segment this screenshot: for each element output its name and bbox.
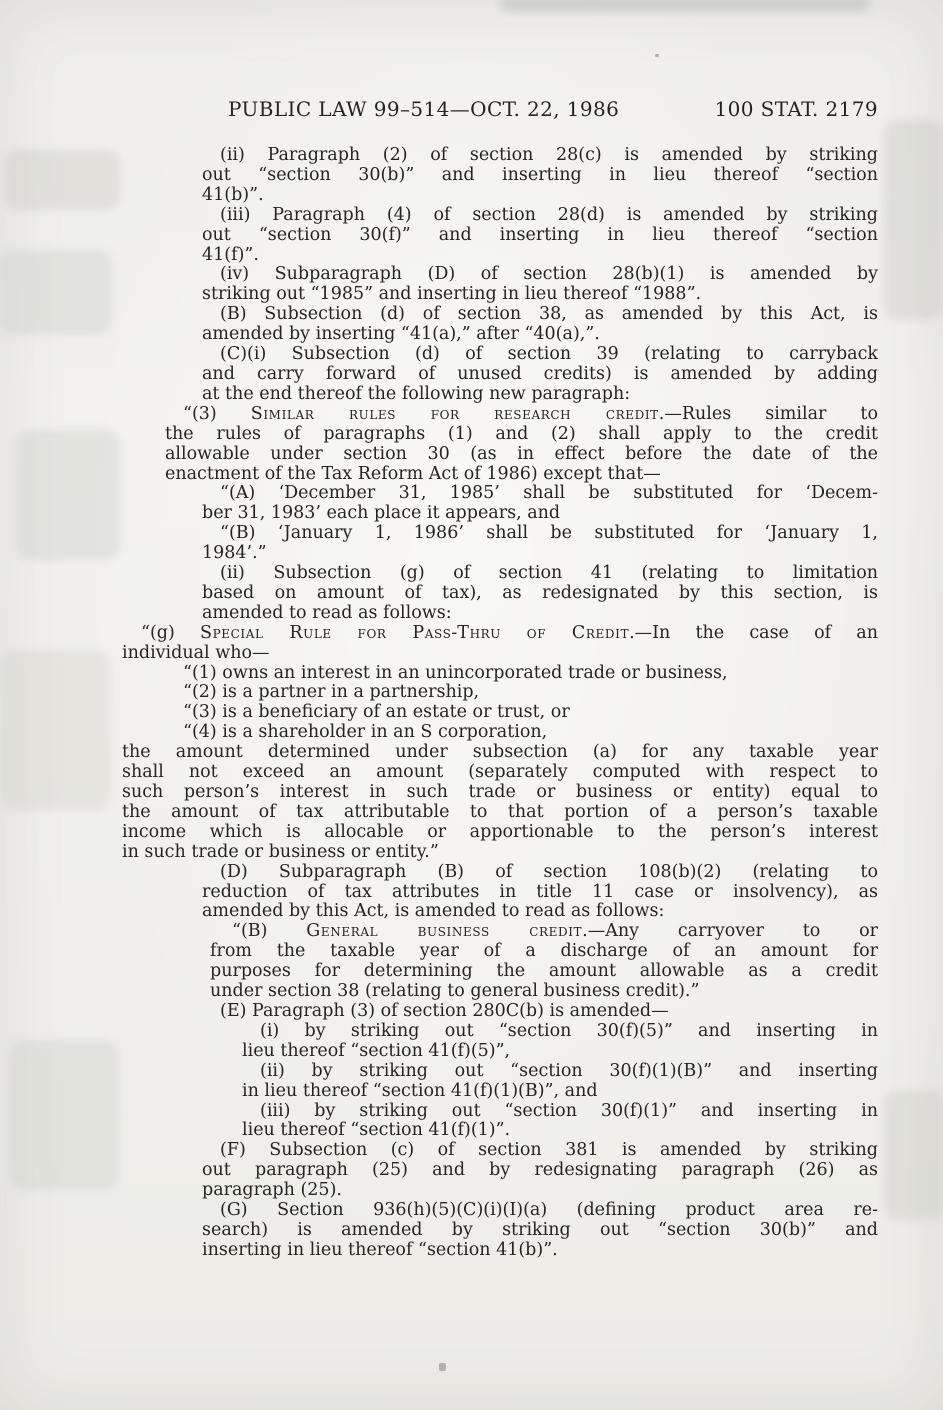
text-segment: (ii) by striking out “section 30(f)(1)(B)” and inserting xyxy=(260,1060,878,1081)
paragraph xyxy=(202,863,878,923)
paragraph xyxy=(165,405,878,485)
text-segment: enactment of the Tax Reform Act of 1986) except that— xyxy=(165,463,661,484)
text-segment: “(3) xyxy=(183,403,251,424)
text-line xyxy=(202,325,878,345)
paragraph xyxy=(202,1201,878,1261)
text-segment: inserting in lieu thereof “section 41(b)”. xyxy=(202,1239,558,1260)
text-segment: in lieu thereof “section 41(f)(1)(B)”, and xyxy=(242,1080,598,1101)
text-segment: income which is allocable or apportionable to the person’s interest xyxy=(122,821,878,842)
bleedthrough-smudge xyxy=(884,120,943,320)
paragraph xyxy=(242,1102,878,1142)
text-segment: “(B) xyxy=(232,921,307,942)
text-line xyxy=(202,1181,878,1201)
text-segment: 41(b)”. xyxy=(202,184,264,205)
text-line xyxy=(202,1141,878,1161)
text-line xyxy=(202,285,878,305)
text-line xyxy=(242,1102,878,1122)
scan-speck xyxy=(655,54,659,57)
text-segment: (iv) Subparagraph (D) of section 28(b)(1) is amended by xyxy=(220,264,878,285)
text-segment: reduction of tax attributes in title 11 case or insolvency), as xyxy=(202,881,878,902)
text-line xyxy=(202,186,878,206)
text-segment: ber 31, 1983’ each place it appears, and xyxy=(202,503,561,524)
text-segment: (G) Section 936(h)(5)(C)(i)(I)(a) (defining product area re- xyxy=(220,1200,878,1221)
paragraph xyxy=(165,703,878,723)
text-segment: under section 38 (relating to general business credit).” xyxy=(210,981,700,1002)
text-segment: the amount determined under subsection (a) for any taxable year xyxy=(122,742,878,763)
text-line xyxy=(202,604,878,624)
text-line xyxy=(165,445,878,465)
paragraph xyxy=(202,484,878,524)
text-line xyxy=(242,1042,878,1062)
text-segment: amended by inserting “41(a),” after “40(a),”. xyxy=(202,324,600,345)
text-segment: “(3) is a beneficiary of an estate or trust, or xyxy=(183,702,570,723)
text-segment: search) is amended by striking out “section 30(b)” and xyxy=(202,1219,878,1240)
paragraph xyxy=(202,206,878,266)
text-segment: the rules of paragraphs (1) and (2) shall apply to the credit xyxy=(165,423,878,444)
bleedthrough-smudge xyxy=(16,430,120,560)
paragraph xyxy=(202,1002,878,1022)
text-line xyxy=(122,743,878,763)
text-segment: (i) by striking out “section 30(f)(5)” and inserting in xyxy=(260,1020,878,1041)
text-segment: allowable under section 30 (as in effect before the date of the xyxy=(165,443,878,464)
text-line xyxy=(122,823,878,843)
bleedthrough-smudge xyxy=(10,1040,118,1190)
text-segment: such person’s interest in such trade or business or entity) equal to xyxy=(122,782,878,802)
text-segment: the amount of tax attributable to that portion of a person’s taxable xyxy=(122,801,878,822)
text-segment: and carry forward of unused credits) is amended by adding xyxy=(202,363,878,384)
text-line xyxy=(165,405,878,425)
text-line xyxy=(202,365,878,385)
text-segment: out “section 30(f)” and inserting in lieu thereof “section xyxy=(202,224,878,245)
small-caps-heading: Similar rules for research credit xyxy=(250,403,659,424)
law-title: PUBLIC LAW 99–514—OCT. 22, 1986 xyxy=(228,97,620,121)
text-segment: (B) Subsection (d) of section 38, as amended by this Act, is xyxy=(220,304,878,325)
text-segment: at the end thereof the following new paragraph: xyxy=(202,383,631,404)
text-line xyxy=(202,1161,878,1181)
text-segment: .—Any carryover to or xyxy=(582,921,878,942)
text-segment: “(g) xyxy=(141,622,200,643)
text-segment: (iii) by striking out “section 30(f)(1)” and inserting in xyxy=(260,1100,878,1121)
bleedthrough-smudge xyxy=(500,0,870,12)
text-line xyxy=(242,1082,878,1102)
text-segment: lieu thereof “section 41(f)(5)”, xyxy=(242,1040,511,1061)
text-segment: from the taxable year of a discharge of an amount for xyxy=(210,941,878,962)
text-line xyxy=(202,902,878,922)
text-line xyxy=(202,863,878,883)
paragraph xyxy=(202,524,878,564)
text-line xyxy=(210,922,878,942)
running-head xyxy=(122,97,878,121)
text-segment: paragraph (25). xyxy=(202,1180,342,1201)
small-caps-heading: Special Rule for Pass-Thru of Credit xyxy=(200,622,630,643)
bleedthrough-smudge xyxy=(0,250,112,335)
text-line xyxy=(210,962,878,982)
text-line xyxy=(202,146,878,166)
paragraph xyxy=(202,265,878,305)
paragraph xyxy=(202,305,878,345)
text-line xyxy=(202,265,878,285)
text-line xyxy=(122,783,878,803)
text-segment: “(1) owns an interest in an unincorporated trade or business, xyxy=(183,662,728,683)
text-line xyxy=(165,425,878,445)
text-segment: based on amount of tax), as redesignated by this section, is xyxy=(202,582,878,603)
text-line xyxy=(202,524,878,544)
text-segment: individual who— xyxy=(122,642,270,663)
text-line xyxy=(165,664,878,684)
text-line xyxy=(122,803,878,823)
text-segment: shall not exceed an amount (separately computed with respect to xyxy=(122,762,878,783)
paragraph xyxy=(202,345,878,405)
paragraph xyxy=(210,922,878,1002)
stat-page-number: 100 STAT. 2179 xyxy=(714,97,878,121)
bleedthrough-smudge xyxy=(884,1090,943,1220)
text-segment: (C)(i) Subsection (d) of section 39 (relating to carryback xyxy=(220,344,878,365)
text-line xyxy=(202,226,878,246)
scan-speck xyxy=(439,1363,446,1371)
text-line xyxy=(202,206,878,226)
text-line xyxy=(202,504,878,524)
text-line xyxy=(242,1022,878,1042)
text-segment: lieu thereof “section 41(f)(1)”. xyxy=(242,1120,511,1141)
text-segment: amended by this Act, is amended to read as follows: xyxy=(202,901,665,922)
text-segment: (D) Subparagraph (B) of section 108(b)(2) (relating to xyxy=(220,861,878,882)
text-line xyxy=(122,644,878,664)
paragraph xyxy=(165,683,878,703)
text-line xyxy=(165,723,878,743)
text-segment: purposes for determining the amount allowable as a credit xyxy=(210,961,878,982)
text-line xyxy=(202,385,878,405)
text-segment: “(A) ‘December 31, 1985’ shall be substituted for ‘Decem- xyxy=(220,483,878,504)
text-segment: in such trade or business or entity.” xyxy=(122,841,439,862)
text-line xyxy=(210,982,878,1002)
text-segment: striking out “1985” and inserting in lieu thereof “1988”. xyxy=(202,284,702,305)
text-line xyxy=(202,1221,878,1241)
text-segment: “(B) ‘January 1, 1986’ shall be substituted for ‘January 1, xyxy=(220,523,878,544)
bleedthrough-smudge xyxy=(4,150,120,210)
paragraph xyxy=(165,664,878,684)
text-line xyxy=(202,345,878,365)
text-line xyxy=(202,1201,878,1221)
paragraph xyxy=(242,1022,878,1062)
text-segment: .—Rules similar to xyxy=(658,403,878,424)
text-line xyxy=(202,544,878,564)
text-line xyxy=(122,624,878,644)
text-line xyxy=(242,1062,878,1082)
text-segment: .—In the case of an xyxy=(629,622,878,643)
paragraph xyxy=(165,723,878,743)
text-line xyxy=(202,883,878,903)
text-line xyxy=(242,1121,878,1141)
text-segment: 1984’.” xyxy=(202,543,267,564)
text-line xyxy=(202,305,878,325)
text-line xyxy=(165,703,878,723)
text-segment: “(4) is a shareholder in an S corporation, xyxy=(183,722,548,743)
text-segment: 41(f)”. xyxy=(202,244,259,265)
text-line xyxy=(165,465,878,485)
text-line xyxy=(202,1002,878,1022)
text-segment: (F) Subsection (c) of section 381 is amended by striking xyxy=(220,1140,878,1161)
text-segment: (ii) Paragraph (2) of section 28(c) is amended by striking xyxy=(220,145,878,165)
text-segment: out paragraph (25) and by redesignating paragraph (26) as xyxy=(202,1160,878,1181)
bleedthrough-smudge xyxy=(0,650,110,810)
paragraph xyxy=(202,1141,878,1201)
text-segment: “(2) is a partner in a partnership, xyxy=(183,682,480,703)
paragraph xyxy=(202,146,878,206)
paragraph xyxy=(122,743,878,862)
text-line xyxy=(202,484,878,504)
paragraph xyxy=(122,624,878,664)
paragraph xyxy=(242,1062,878,1102)
text-line xyxy=(122,843,878,863)
small-caps-heading: General business credit xyxy=(306,921,583,942)
text-segment: (E) Paragraph (3) of section 280C(b) is amended— xyxy=(220,1000,669,1021)
text-line xyxy=(202,166,878,186)
text-segment: (ii) Subsection (g) of section 41 (relating to limitation xyxy=(220,563,878,584)
statute-text xyxy=(122,146,878,1261)
text-segment: (iii) Paragraph (4) of section 28(d) is amended by striking xyxy=(220,204,878,225)
text-line xyxy=(202,564,878,584)
text-line xyxy=(165,683,878,703)
text-line xyxy=(202,584,878,604)
text-line xyxy=(202,1241,878,1261)
paragraph xyxy=(202,564,878,624)
text-line xyxy=(122,763,878,783)
text-line xyxy=(210,942,878,962)
text-segment: out “section 30(b)” and inserting in lieu thereof “section xyxy=(202,164,878,185)
text-segment: amended to read as follows: xyxy=(202,602,452,623)
text-line xyxy=(202,246,878,266)
